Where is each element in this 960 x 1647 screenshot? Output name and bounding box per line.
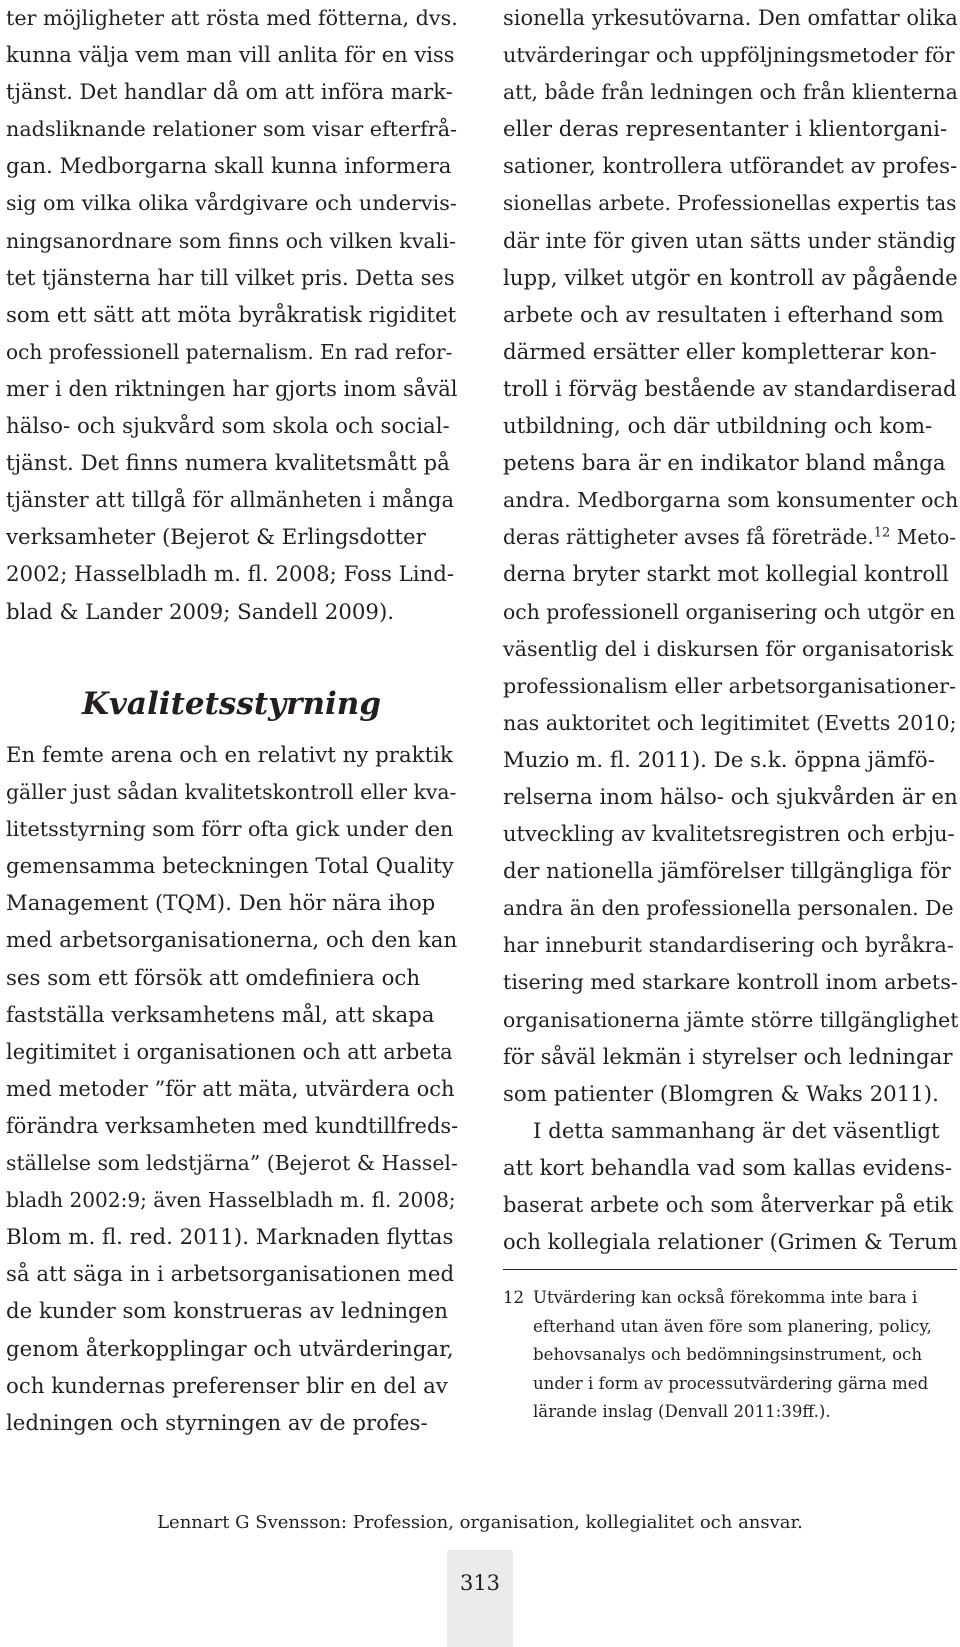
text-line: der nationella jämförelser tillgängliga för <box>503 859 951 885</box>
text-line: bladh 2002:9; även Hasselbladh m. fl. 2008; <box>6 1188 456 1213</box>
footnote <box>503 1284 957 1427</box>
right-column <box>503 0 957 1261</box>
text-line: kunna välja vem man vill anlita för en viss <box>6 43 455 68</box>
text-line: så att säga in i arbetsorganisationen med <box>6 1262 455 1288</box>
text-line: mer i den riktningen har gjorts inom såväl <box>6 376 458 401</box>
page-number: 313 <box>459 1571 501 1595</box>
text-fragment: deras rättigheter avses få företräde. <box>503 525 874 550</box>
text-line: legitimitet i organisationen och att arbeta <box>6 1039 453 1064</box>
text-line: ledningen och styrningen av de profes- <box>6 1410 428 1436</box>
text-line: utveckling av kvalitetsregistren och erbju- <box>503 822 955 847</box>
text-line: där inte för given utan sätts under ständig <box>503 228 957 253</box>
footnote-text: behovsanalys och bedömningsinstrument, och <box>533 1345 923 1365</box>
text-line: blad & Lander 2009; Sandell 2009). <box>6 599 395 625</box>
footnote-reference[interactable]: 12 <box>873 525 891 541</box>
text-line: för såväl lekmän i styrelser och ledningar <box>503 1044 953 1070</box>
text-line: hälso- och sjukvård som skola och social- <box>6 414 450 440</box>
running-footer: Lennart G Svensson: Profession, organisation, kollegialitet och ansvar. <box>157 1512 803 1533</box>
text-line: därmed ersätter eller kompletterar kon- <box>503 339 937 365</box>
text-line: tjänst. Det handlar då om att införa mark- <box>6 80 453 105</box>
text-line: med arbetsorganisationerna, och den kan <box>6 928 458 954</box>
footnote-text: lärande inslag (Denvall 2011:39ff.). <box>533 1402 831 1422</box>
text-line: och kundernas preferenser blir en del av <box>6 1373 448 1399</box>
text-line: andra. Medborgarna som konsumenter och <box>503 488 959 513</box>
text-line: andra än den professionella personalen. De <box>503 896 954 921</box>
left-column <box>6 0 457 631</box>
footnote-line <box>503 1313 957 1342</box>
footnote-line <box>503 1370 957 1399</box>
text-line: tet tjänsterna har till vilket pris. Detta ses <box>6 265 455 290</box>
text-line: I detta sammanhang är det väsentligt <box>533 1118 940 1144</box>
footnote-divider <box>503 1269 957 1270</box>
text-line: och professionell paternalism. En rad refor- <box>6 339 453 364</box>
text-line: nas auktoritet och legitimitet (Evetts 2010; <box>503 710 957 735</box>
footnote-line <box>503 1284 957 1313</box>
text-line: gemensamma beteckningen Total Quality <box>6 854 454 880</box>
text-line: Management (TQM). Den hör nära ihop <box>6 891 436 917</box>
text-line: ses som ett försök att omdefiniera och <box>6 965 421 991</box>
text-line: förändra verksamheten med kundtillfreds- <box>6 1113 459 1138</box>
text-line: Muzio m. fl. 2011). De s.k. öppna jämfö- <box>503 747 935 773</box>
text-line: att kort behandla vad som kallas evidens- <box>503 1155 953 1181</box>
text-line: Blom m. fl. red. 2011). Marknaden flyttas <box>6 1225 454 1251</box>
text-line: tjänst. Det finns numera kvalitetsmått på <box>6 451 450 477</box>
text-line: med metoder ”för att mäta, utvärdera och <box>6 1076 455 1101</box>
left-paragraph-1 <box>6 0 457 631</box>
text-line: sionella yrkesutövarna. Den omfattar olika <box>503 6 958 30</box>
text-line: ställelse som ledstjärna” (Bejerot & Hassel- <box>6 1151 458 1176</box>
text-line: organisationerna jämte större tillgänglighet <box>503 1007 959 1032</box>
text-fragment: Meto- <box>896 525 957 550</box>
text-line: verksamheter (Bejerot & Erlingsdotter <box>6 525 426 551</box>
page-number-box <box>447 1550 513 1647</box>
footnote-line <box>503 1341 957 1370</box>
text-line: baserat arbete och som återverkar på etik <box>503 1193 954 1217</box>
text-line: lupp, vilket utgör en kontroll av pågående <box>503 265 958 291</box>
text-line: gan. Medborgarna skall kunna informera <box>6 154 452 180</box>
left-paragraph-2 <box>6 737 457 1442</box>
text-line: utvärderingar och uppföljningsmetoder för <box>503 43 955 68</box>
text-line: sionellas arbete. Professionellas expertis tas <box>503 191 957 216</box>
text-line: arbete och av resultaten i efterhand som <box>503 302 944 328</box>
text-line: tisering med starkare kontroll inom arbets- <box>503 970 958 995</box>
text-line: de kunder som konstrueras av ledningen <box>6 1299 448 1325</box>
text-line-with-footnote-ref <box>503 519 957 556</box>
text-line: och kollegiala relationer (Grimen & Terum <box>503 1230 958 1255</box>
text-line: som ett sätt att möta byråkratisk rigiditet <box>6 302 457 328</box>
footnote-text: efterhand utan även före som planering, policy, <box>533 1316 932 1336</box>
text-line: utbildning, och där utbildning och kom- <box>503 414 933 440</box>
text-line: relserna inom hälso- och sjukvården är en <box>503 784 958 810</box>
section-heading: Kvalitetsstyrning <box>81 686 382 722</box>
text-line: tjänster att tillgå för allmänheten i många <box>6 488 455 513</box>
text-line: ningsanordnare som finns och vilken kvali- <box>6 228 456 253</box>
text-line: fastställa verksamhetens mål, att skapa <box>6 1002 435 1028</box>
text-line: genom återkopplingar och utvärderingar, <box>6 1336 454 1362</box>
text-line: eller deras representanter i klientorgani- <box>503 117 948 143</box>
text-line: väsentlig del i diskursen för organisatorisk <box>503 636 954 661</box>
text-line: sig om vilka olika vårdgivare och undervis- <box>6 191 457 216</box>
footnote-line <box>503 1398 957 1427</box>
footnote-text: Utvärdering kan också förekomma inte bara i <box>533 1288 918 1307</box>
text-line: troll i förväg bestående av standardiserad <box>503 376 957 402</box>
text-line: har inneburit standardisering och byråkra- <box>503 933 954 958</box>
footnote-text: under i form av processutvärdering gärna med <box>533 1373 929 1393</box>
text-line: att, både från ledningen och från klienterna <box>503 80 958 105</box>
text-line: nadsliknande relationer som visar efterfrå- <box>6 117 458 142</box>
text-line: ter möjligheter att rösta med fötterna, dvs. <box>6 6 458 30</box>
text-line: petens bara är en indikator bland många <box>503 451 946 477</box>
text-line: som patienter (Blomgren & Waks 2011). <box>503 1081 939 1107</box>
text-line: sationer, kontrollera utförandet av profes- <box>503 154 958 180</box>
text-line: derna bryter starkt mot kollegial kontroll <box>503 562 949 588</box>
text-line: En femte arena och en relativt ny praktik <box>6 743 453 768</box>
text-line: och professionell organisering och utgör en <box>503 599 956 624</box>
text-line: litetsstyrning som förr ofta gick under den <box>6 817 454 842</box>
text-line: professionalism eller arbetsorganisationer- <box>503 673 956 698</box>
footnote-number: 12 <box>503 1288 525 1307</box>
text-line: 2002; Hasselbladh m. fl. 2008; Foss Lind- <box>6 562 455 588</box>
text-line: gäller just sådan kvalitetskontroll eller kva- <box>6 780 457 805</box>
